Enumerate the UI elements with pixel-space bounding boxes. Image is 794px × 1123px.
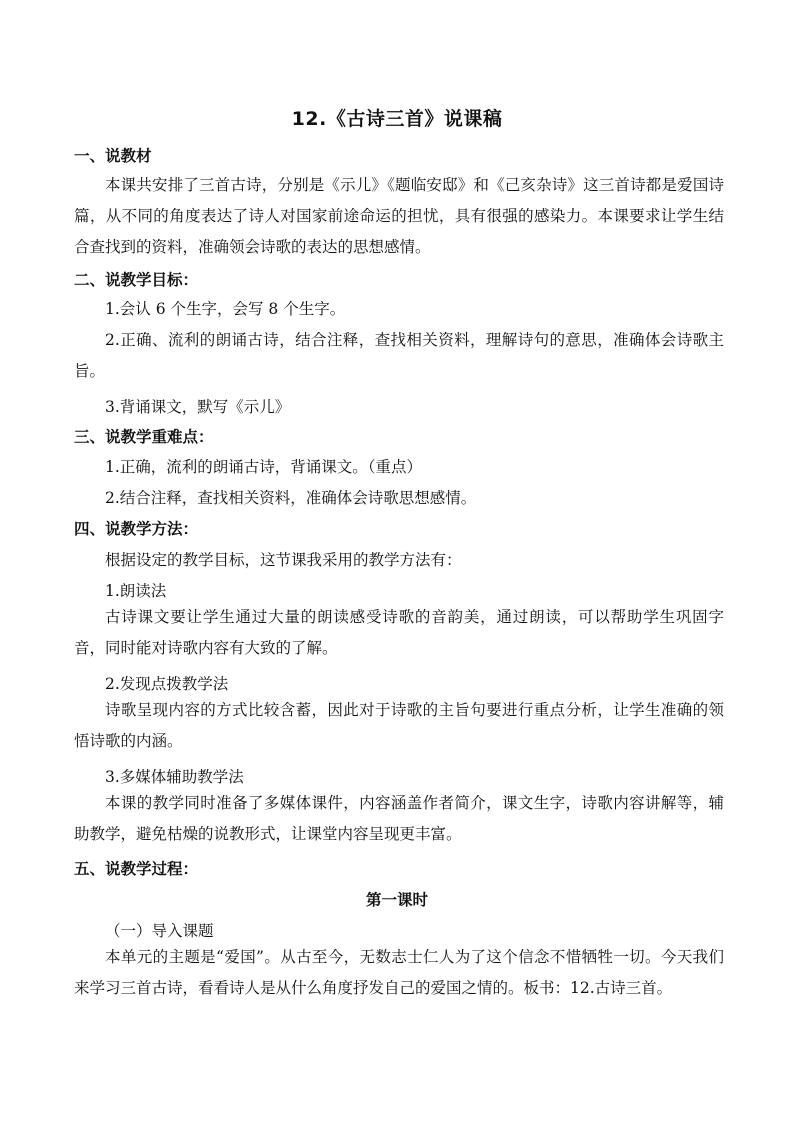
- key-point-item-2: 2.结合注释，查找相关资料，准确体会诗歌思想感情。: [105, 489, 477, 507]
- method-text-1: 古诗课文要让学生通过大量的朗读感受诗歌的音韵美，通过朗读，可以帮助学生巩固字音，同时能对诗歌内容有大致的了解。: [74, 608, 724, 657]
- section-heading-materials: 一、说教材: [74, 147, 152, 165]
- lesson-heading: 第一课时: [365, 891, 428, 909]
- subsection-title-intro: （一）导入课题: [105, 922, 214, 940]
- subsection-text-intro: 本单元的主题是“爱国”。从古至今，无数志士仁人为了这个信念不惜牺牲一切。今天我们来学习三首古诗，看看诗人是从什么角度抒发自己的爱国之情的。板书：12.古诗三首。: [74, 948, 724, 997]
- section-paragraph-materials: 本课共安排了三首古诗，分别是《示儿》《题临安邸》和《己亥杂诗》这三首诗都是爱国诗篇，从不同的角度表达了诗人对国家前途命运的担忧，具有很强的感染力。本课要求让学生结合查找到的资料，准确领会诗歌的表达的思想感情。: [74, 176, 724, 256]
- method-text-2: 诗歌呈现内容的方式比较含蓄，因此对于诗歌的主旨句要进行重点分析，让学生准确的领悟诗歌的内涵。: [74, 701, 724, 750]
- method-title-3: 3.多媒体辅助教学法: [105, 768, 244, 786]
- goal-item-1: 1.会认 6 个生字，会写 8 个生字。: [105, 300, 346, 318]
- method-title-2: 2.发现点拨教学法: [105, 675, 229, 693]
- goal-item-2: 2.正确、流利的朗诵古诗，结合注释，查找相关资料，理解诗句的意思，准确体会诗歌主旨。: [74, 331, 724, 380]
- method-title-1: 1.朗读法: [105, 582, 167, 600]
- key-point-item-1: 1.正确，流利的朗诵古诗，背诵课文。（重点）: [105, 458, 423, 476]
- section-heading-process: 五、说教学过程：: [74, 860, 199, 878]
- methods-intro: 根据设定的教学目标，这节课我采用的教学方法有：: [105, 551, 462, 569]
- document-title: 12.《古诗三首》说课稿: [291, 108, 503, 130]
- section-heading-key-points: 三、说教学重难点：: [74, 428, 214, 446]
- method-text-3: 本课的教学同时准备了多媒体课件，内容涵盖作者简介，课文生字，诗歌内容讲解等，辅助教学，避免枯燥的说教形式，让课堂内容呈现更丰富。: [74, 794, 724, 843]
- section-heading-goals: 二、说教学目标：: [74, 271, 199, 289]
- goal-item-3: 3.背诵课文，默写《示儿》: [105, 398, 291, 416]
- section-heading-methods: 四、说教学方法：: [74, 520, 199, 538]
